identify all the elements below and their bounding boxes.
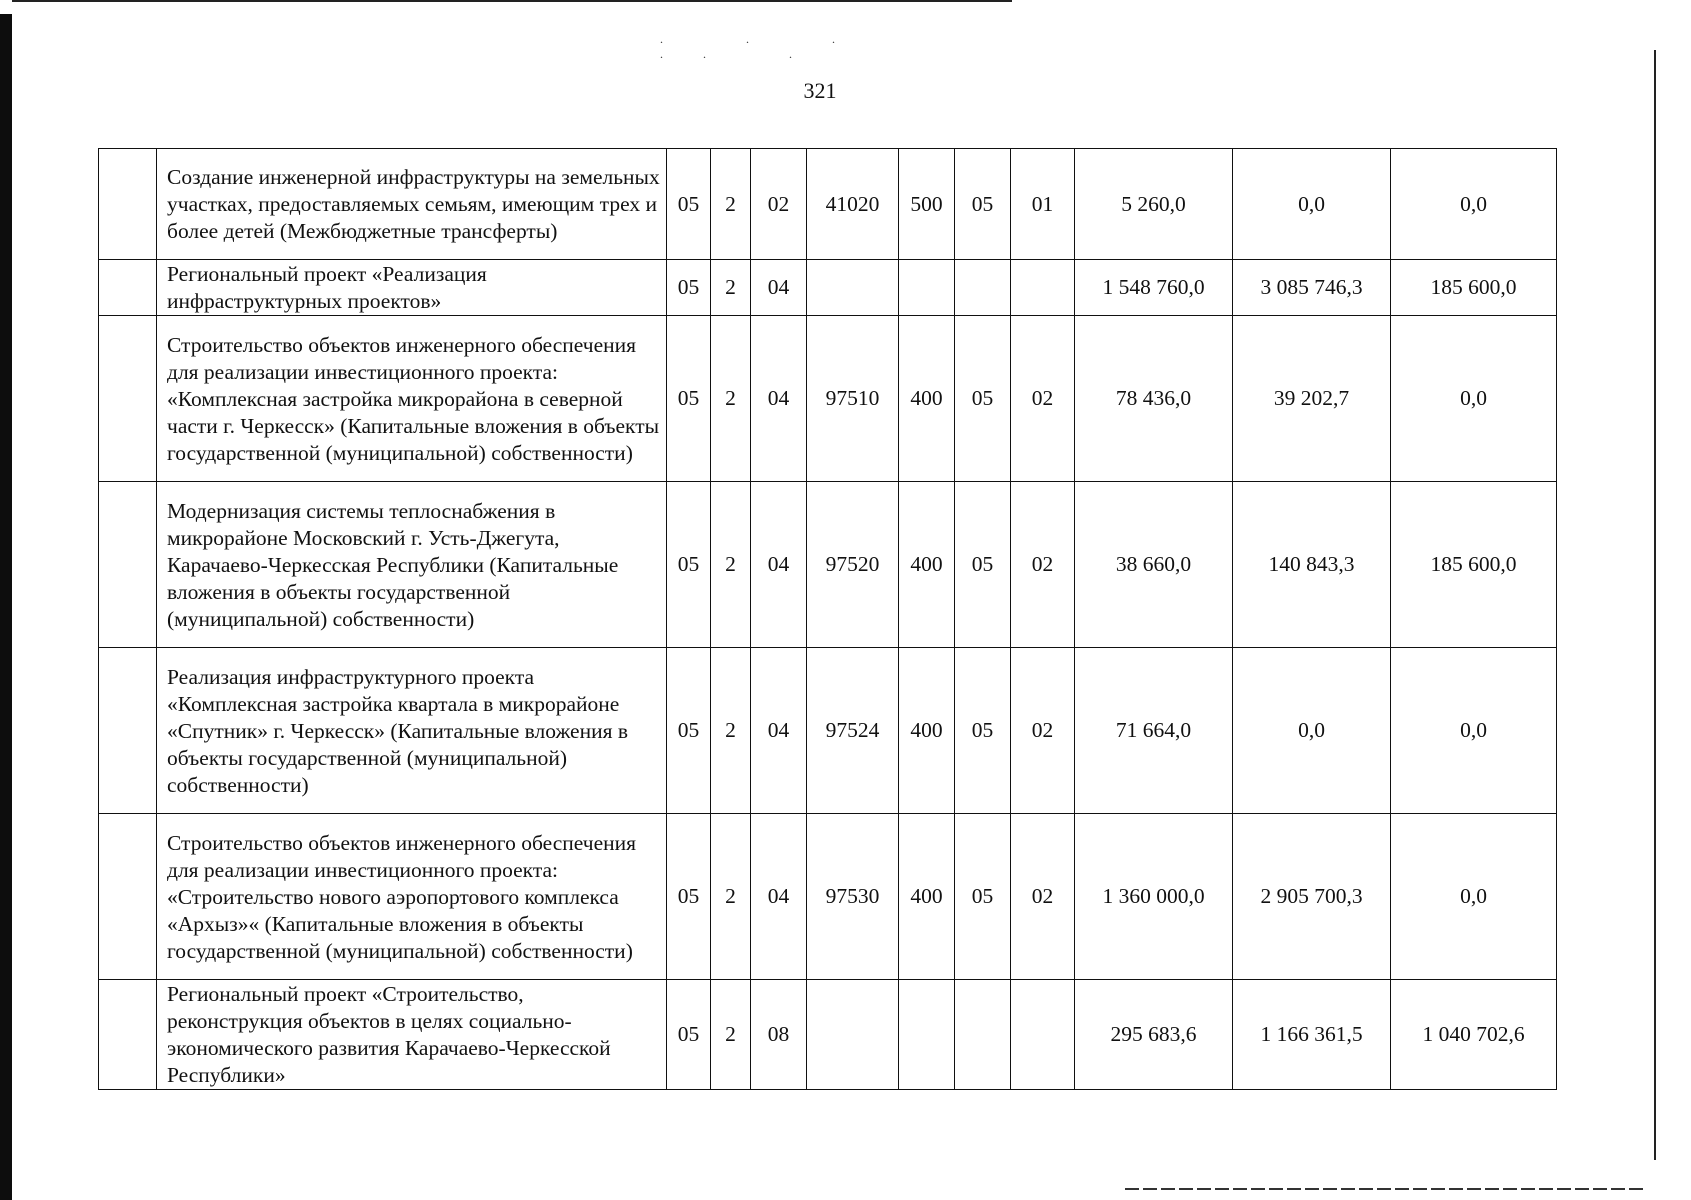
code-cell: 05 (667, 980, 711, 1090)
code-cell: 2 (711, 814, 751, 980)
code-cell: 04 (751, 260, 807, 316)
budget-table (98, 148, 1557, 1090)
code-cell: 02 (1011, 648, 1075, 814)
code-cell: 05 (667, 316, 711, 482)
code-cell: 02 (1011, 316, 1075, 482)
amount-cell: 39 202,7 (1233, 316, 1391, 482)
table-row (99, 814, 1557, 980)
code-cell: 2 (711, 482, 751, 648)
code-cell: 05 (667, 648, 711, 814)
code-cell: 05 (955, 814, 1011, 980)
empty-cell (99, 316, 157, 482)
row-name: Модернизация системы теплоснабжения в микрорайоне Московский г. Усть-Джегута, Карачаево-Черкесская Республики (Капитальные вложения в объекты государственной (муниципальной) собственности) (157, 482, 667, 648)
code-cell: 97530 (807, 814, 899, 980)
margin-line-right (1654, 50, 1656, 1160)
code-cell: 400 (899, 316, 955, 482)
code-cell (955, 260, 1011, 316)
table-row (99, 980, 1557, 1090)
code-cell: 05 (955, 648, 1011, 814)
code-cell: 2 (711, 648, 751, 814)
code-cell: 97510 (807, 316, 899, 482)
row-name: Реализация инфраструктурного проекта «Комплексная застройка квартала в микрорайоне «Спутник» г. Черкесск» (Капитальные вложения в объекты государственной (муниципальной) собственности) (157, 648, 667, 814)
amount-cell: 1 040 702,6 (1391, 980, 1557, 1090)
code-cell: 02 (1011, 814, 1075, 980)
amount-cell: 0,0 (1233, 648, 1391, 814)
code-cell: 2 (711, 260, 751, 316)
empty-cell (99, 482, 157, 648)
code-cell: 01 (1011, 149, 1075, 260)
amount-cell: 185 600,0 (1391, 482, 1557, 648)
amount-cell: 3 085 746,3 (1233, 260, 1391, 316)
amount-cell: 185 600,0 (1391, 260, 1557, 316)
code-cell: 2 (711, 980, 751, 1090)
code-cell: 05 (955, 482, 1011, 648)
amount-cell: 5 260,0 (1075, 149, 1233, 260)
code-cell: 2 (711, 316, 751, 482)
code-cell (899, 980, 955, 1090)
code-cell: 400 (899, 482, 955, 648)
amount-cell: 140 843,3 (1233, 482, 1391, 648)
amount-cell: 1 360 000,0 (1075, 814, 1233, 980)
code-cell: 04 (751, 814, 807, 980)
empty-cell (99, 260, 157, 316)
row-name: Строительство объектов инженерного обеспечения для реализации инвестиционного проекта: «Комплексная застройка микрорайона в северной части г. Черкесск» (Капитальные вложения в объекты государственной (муниципальной) собственности) (157, 316, 667, 482)
code-cell: 02 (751, 149, 807, 260)
table-row (99, 482, 1557, 648)
scan-dots: . . . .. . (660, 32, 875, 61)
amount-cell: 1 166 361,5 (1233, 980, 1391, 1090)
code-cell (807, 260, 899, 316)
margin-line-bottom (1125, 1188, 1645, 1190)
row-name: Региональный проект «Строительство, реконструкция объектов в целях социально-экономического развития Карачаево-Черкесской Республики» (157, 980, 667, 1090)
table-row (99, 648, 1557, 814)
empty-cell (99, 648, 157, 814)
amount-cell: 1 548 760,0 (1075, 260, 1233, 316)
empty-cell (99, 149, 157, 260)
amount-cell: 0,0 (1233, 149, 1391, 260)
amount-cell: 295 683,6 (1075, 980, 1233, 1090)
scan-edge-top (12, 0, 1012, 12)
code-cell: 400 (899, 814, 955, 980)
table-row (99, 149, 1557, 260)
code-cell (899, 260, 955, 316)
row-name: Строительство объектов инженерного обеспечения для реализации инвестиционного проекта: «Строительство нового аэропортового комплекса «Архыз»« (Капитальные вложения в объекты государственной (муниципальной) собственности) (157, 814, 667, 980)
code-cell: 05 (955, 316, 1011, 482)
code-cell: 02 (1011, 482, 1075, 648)
table-row (99, 316, 1557, 482)
code-cell: 05 (667, 260, 711, 316)
code-cell: 04 (751, 316, 807, 482)
row-name: Создание инженерной инфраструктуры на земельных участках, предоставляемых семьям, имеющим трех и более детей (Межбюджетные трансферты) (157, 149, 667, 260)
page-number: 321 (803, 78, 837, 103)
empty-cell (99, 980, 157, 1090)
code-cell (1011, 260, 1075, 316)
amount-cell: 0,0 (1391, 814, 1557, 980)
code-cell: 04 (751, 648, 807, 814)
row-name: Региональный проект «Реализация инфраструктурных проектов» (157, 260, 667, 316)
amount-cell: 0,0 (1391, 648, 1557, 814)
code-cell: 05 (955, 149, 1011, 260)
code-cell: 97524 (807, 648, 899, 814)
amount-cell: 2 905 700,3 (1233, 814, 1391, 980)
code-cell (807, 980, 899, 1090)
code-cell: 400 (899, 648, 955, 814)
code-cell (1011, 980, 1075, 1090)
code-cell: 04 (751, 482, 807, 648)
code-cell: 2 (711, 149, 751, 260)
amount-cell: 0,0 (1391, 149, 1557, 260)
code-cell (955, 980, 1011, 1090)
code-cell: 500 (899, 149, 955, 260)
code-cell: 97520 (807, 482, 899, 648)
code-cell: 05 (667, 814, 711, 980)
amount-cell: 38 660,0 (1075, 482, 1233, 648)
code-cell: 05 (667, 149, 711, 260)
code-cell: 05 (667, 482, 711, 648)
amount-cell: 71 664,0 (1075, 648, 1233, 814)
amount-cell: 78 436,0 (1075, 316, 1233, 482)
scan-edge-left (0, 14, 12, 1200)
code-cell: 08 (751, 980, 807, 1090)
empty-cell (99, 814, 157, 980)
code-cell: 41020 (807, 149, 899, 260)
table-row (99, 260, 1557, 316)
amount-cell: 0,0 (1391, 316, 1557, 482)
